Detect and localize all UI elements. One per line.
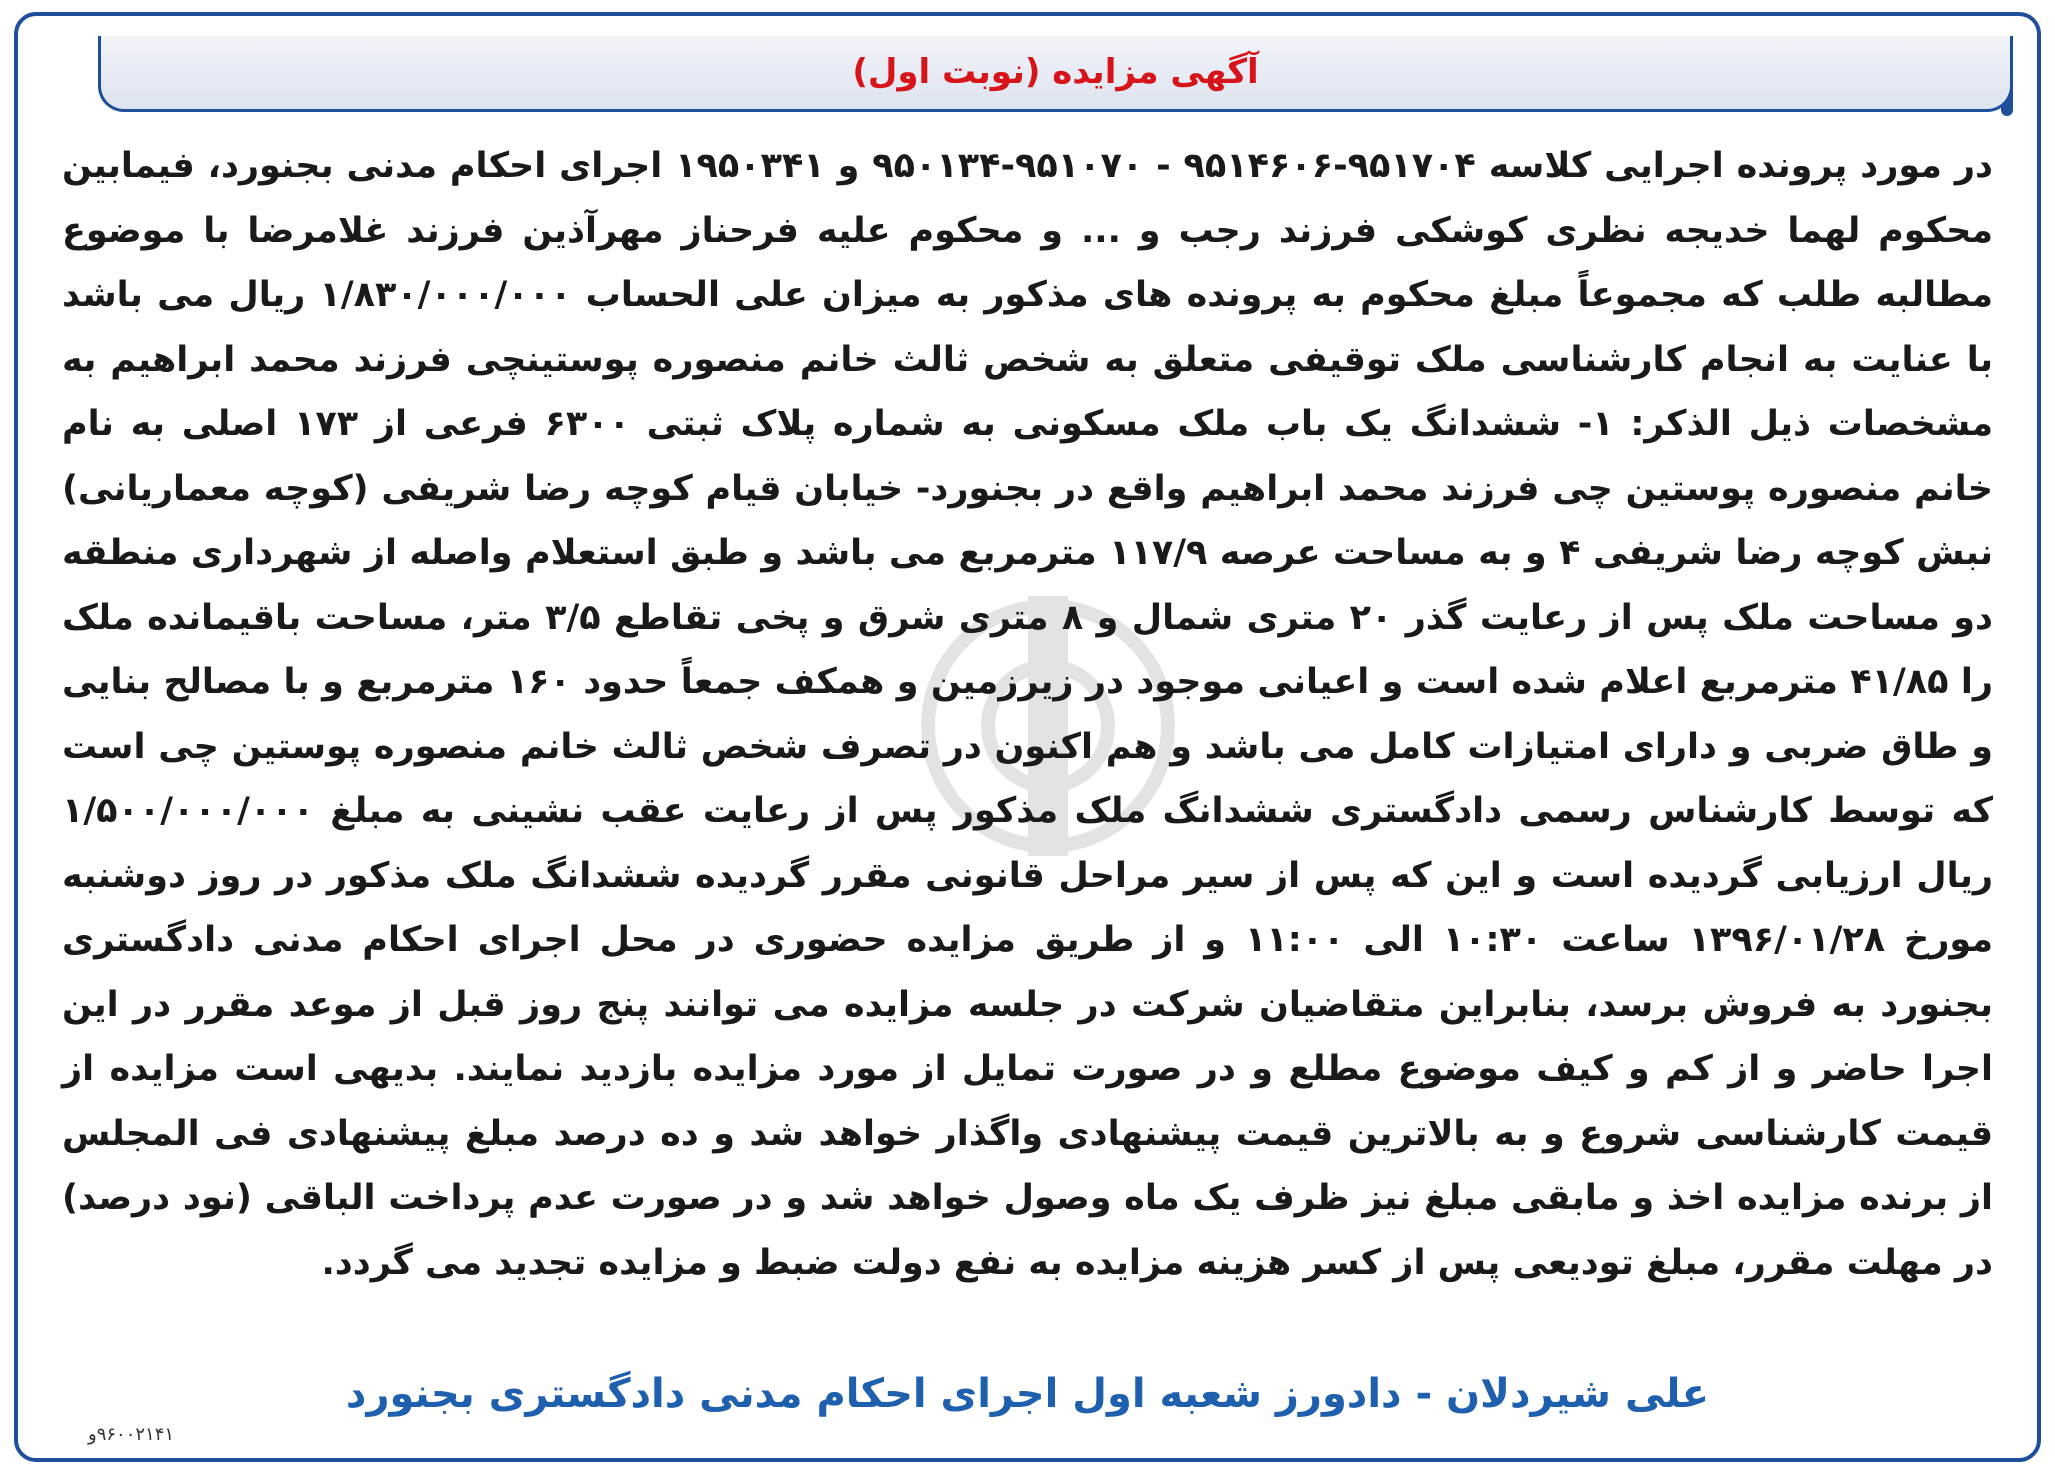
notice-body-paragraph: در مورد پرونده اجرایی کلاسه ۹۵۱۷۰۴-۹۵۱۴۶۰۶ - ۹۵۱۰۷۰-۹۵۰۱۳۴ و ۱۹۵۰۳۴۱ اجرای احکام مدنی بجنورد، فیمابین محکوم لهما خدیجه نظری کوشکی فرزند رجب و ... و محکوم علیه فرحناز مهرآذین فرزند غلامرضا با موضوع مطالبه طلب که مجموعاً مبلغ محکوم به پرونده های مذکور به میزان علی الحساب ۱/۸۳۰/۰۰۰/۰۰۰ ریال می باشد با عنایت به انجام کارشناسی ملک توقیفی متعلق به شخص ثالث خانم منصوره پوستینچی فرزند محمد ابراهیم به مشخصات ذیل الذکر: ۱- ششدانگ یک باب ملک مسکونی به شماره پلاک ثبتی ۶۳۰۰ فرعی از ۱۷۳ اصلی به نام خانم منصوره پوستین چی فرزند محمد ابراهیم واقع در بجنورد- خیابان قیام کوچه رضا شریفی (کوچه معماریانی) نبش کوچه رضا شریفی ۴ و به مساحت عرصه ۱۱۷/۹ مترمربع می باشد و طبق استعلام واصله از شهرداری منطقه دو مساحت ملک پس از رعایت گذر ۲۰ متری شمال و ۸ متری شرق و پخی تقاطع ۳/۵ متر، مساحت باقیمانده ملک را ۴۱/۸۵ مترمربع اعلام شده است و اعیانی موجود در زیرزمین و همکف جمعاً حدود ۱۶۰ مترمربع و با مصالح بنایی و طاق ضربی و دارای امتیازات کامل می باشد و هم اکنون در تصرف شخص ثالث خانم منصوره پوستین چی است که توسط کارشناس رسمی دادگستری ششدانگ ملک مذکور پس از رعایت عقب نشینی به مبلغ ۱/۵۰۰/۰۰۰/۰۰۰ ریال ارزیابی گردیده است و این که پس از سیر مراحل قانونی مقرر گردیده ششدانگ ملک مذکور در روز دوشنبه مورخ ۱۳۹۶/۰۱/۲۸ ساعت ۱۰:۳۰ الی ۱۱:۰۰ و از طریق مزایده حضوری در محل اجرای احکام مدنی دادگستری بجنورد به فروش برسد، بنابراین متقاضیان شرکت در جلسه مزایده می توانند پنج روز قبل از موعد مقرر در این اجرا حاضر و از کم و کیف موضوع مطلع و در صورت تمایل از مورد مزایده بازدید نمایند. بدیهی است مزایده از قیمت کارشناسی شروع و به بالاترین قیمت پیشنهادی واگذار خواهد شد و ده درصد مبلغ پیشنهادی فی المجلس از برنده مزایده اخذ و مابقی مبلغ نیز ظرف یک ماه وصول خواهد شد و در صورت عدم پرداخت الباقی (نود درصد) در مهلت مقرر، مبلغ تودیعی پس از کسر هزینه مزایده به نفع دولت ضبط و مزایده تجدید می گردد. — [62, 146, 1994, 1283]
signature-line: علی شیردلان - دادورز شعبه اول اجرای احکام مدنی دادگستری بجنورد — [345, 1371, 1710, 1417]
notice-frame — [14, 12, 2041, 1462]
reference-code: ۹۶۰۰۲۱۴۱و — [88, 1424, 175, 1445]
notice-title: آگهی مزایده (نوبت اول) — [852, 52, 1259, 92]
header-band — [98, 36, 2013, 112]
